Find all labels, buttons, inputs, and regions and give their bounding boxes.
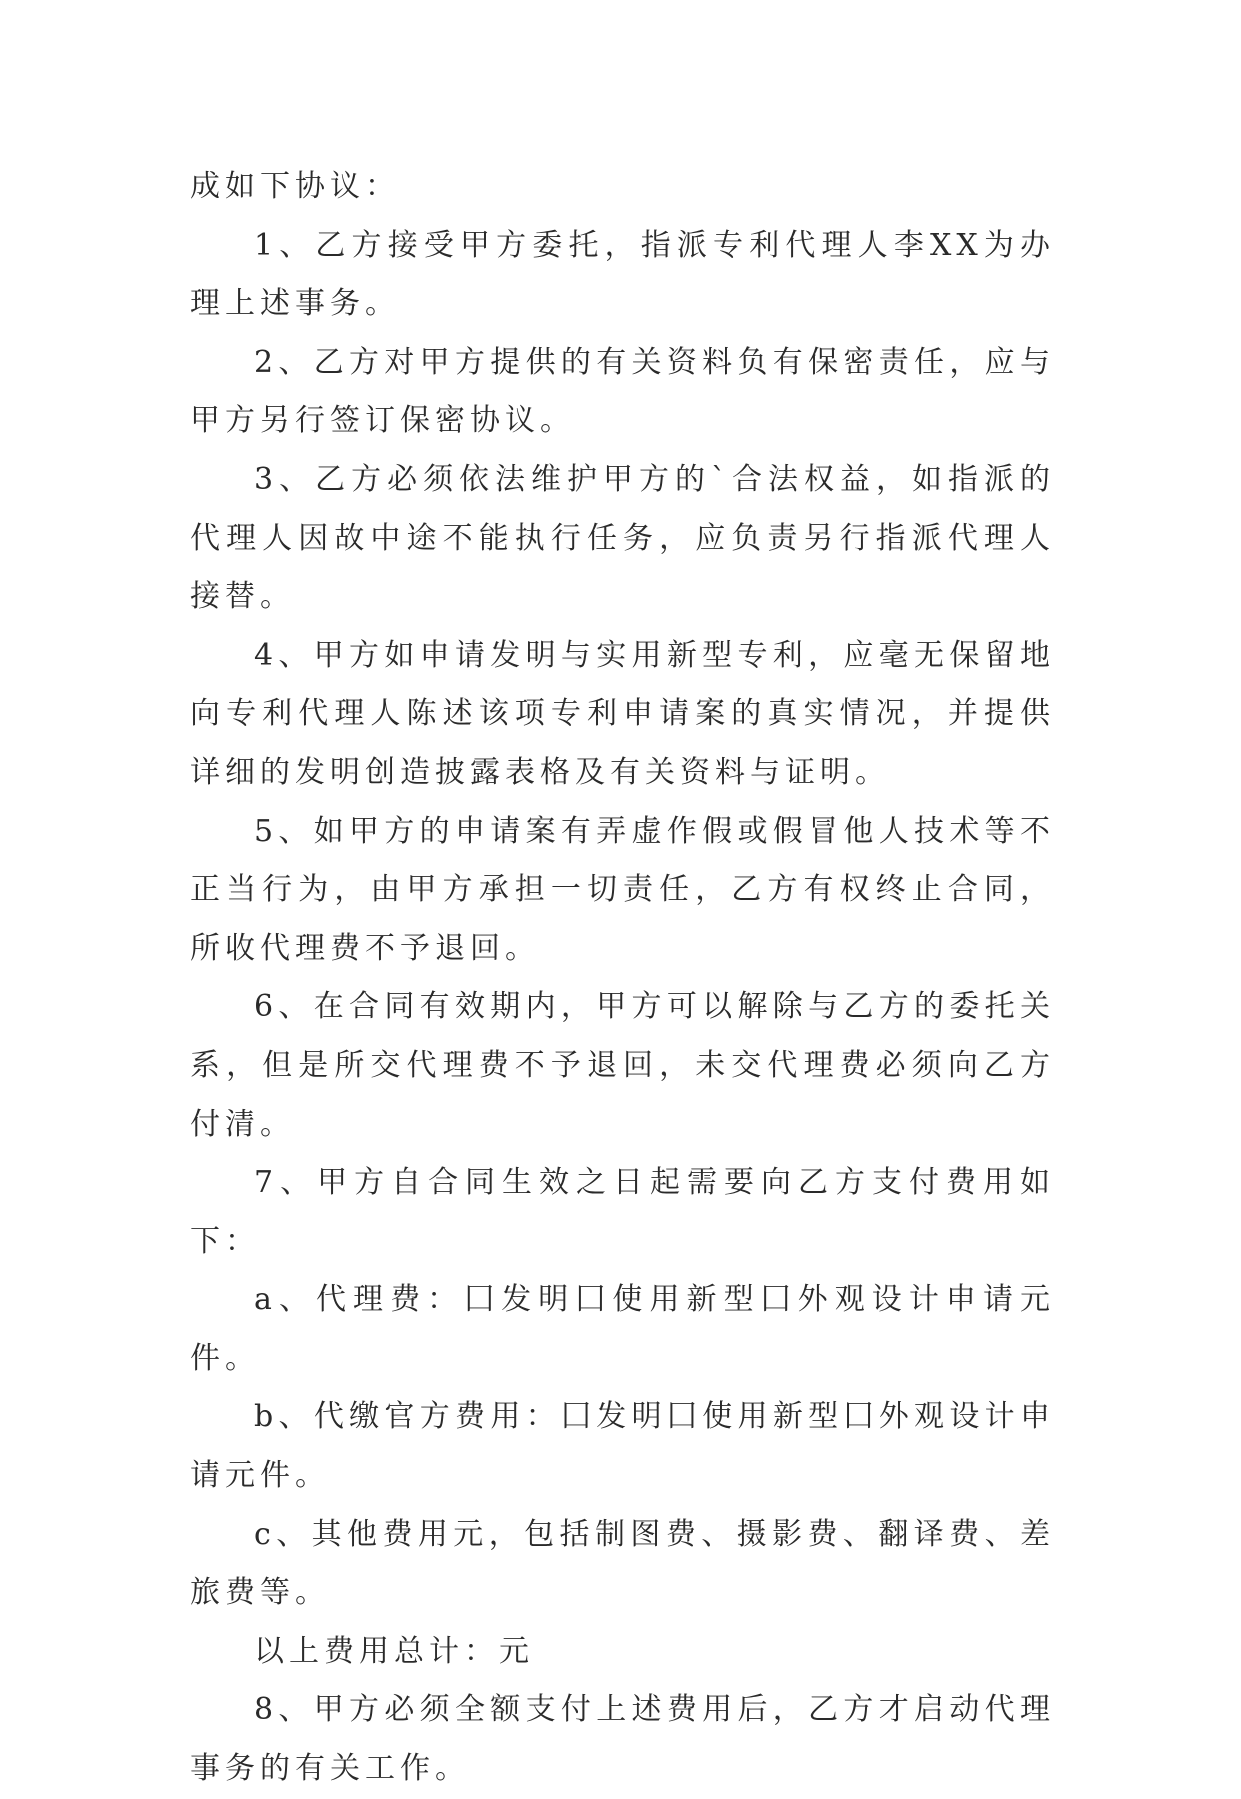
clause-7: 7、甲方自合同生效之日起需要向乙方支付费用如下： bbox=[190, 1165, 1055, 1259]
clause-1: 1、乙方接受甲方委托，指派专利代理人李XX为办理上述事务。 bbox=[190, 227, 1055, 322]
clause-7c: c、其他费用元，包括制图费、摄影费、翻译费、差旅费等。 bbox=[190, 1516, 1055, 1611]
document-body bbox=[190, 158, 1055, 1799]
clause-7b: b、代缴官方费用：囗发明囗使用新型囗外观设计申请元件。 bbox=[190, 1399, 1055, 1494]
clause-8: 8、甲方必须全额支付上述费用后，乙方才启动代理事务的有关工作。 bbox=[190, 1692, 1055, 1787]
paragraph-intro: 成如下协议： bbox=[190, 169, 400, 204]
clause-7a: a、代理费：囗发明囗使用新型囗外观设计申请元件。 bbox=[190, 1282, 1055, 1376]
clause-5: 5、如甲方的申请案有弄虚作假或假冒他人技术等不正当行为，由甲方承担一切责任，乙方有权终止合同，所收代理费不予退回。 bbox=[190, 813, 1055, 966]
clause-3: 3、乙方必须依法维护甲方的`合法权益，如指派的代理人因故中途不能执行任务，应负责另行指派代理人接替。 bbox=[190, 461, 1055, 615]
clause-4: 4、甲方如申请发明与实用新型专利，应毫无保留地向专利代理人陈述该项专利申请案的真实情况，并提供详细的发明创造披露表格及有关资料与证明。 bbox=[190, 637, 1055, 790]
clause-6: 6、在合同有效期内，甲方可以解除与乙方的委托关系，但是所交代理费不予退回，未交代理费必须向乙方付清。 bbox=[190, 989, 1055, 1142]
clause-2: 2、乙方对甲方提供的有关资料负有保密责任，应与甲方另行签订保密协议。 bbox=[190, 344, 1055, 439]
fee-total: 以上费用总计：元 bbox=[254, 1633, 534, 1669]
